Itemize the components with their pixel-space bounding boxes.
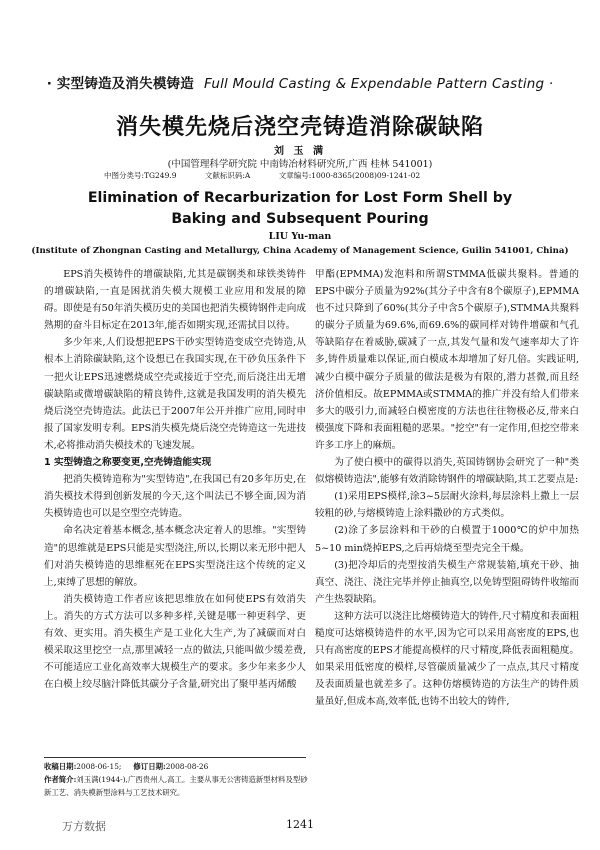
footnote-bio [44, 773, 309, 799]
author-en: LIU Yu-man [268, 231, 332, 242]
paragraph: (3)把冷却后的壳型按消失模生产常规装箱,填充干砂、抽真空、浇注、浇注完毕并停止抽真空,以免铸型阻碍铸件收缩而产生热裂缺陷。 [315, 559, 579, 605]
received-label: 收稿日期: [44, 762, 77, 771]
paragraph: EPS消失模铸件的增碳缺陷,尤其是碳钢类和球铁类铸件的增碳缺陷,一直是困扰消失模大规模工业应用和发展的障碍。即使是有50年消失模历史的美国也把消失模铸钢件走向成熟期的奋斗目标定在2013年,能否如期实现,还需拭目以待。 [44, 269, 306, 332]
body-column-right [315, 266, 579, 710]
document-code: 文献标识码:A [204, 171, 251, 180]
paragraph: 把消失模铸造称为"实型铸造",在我国已有20多年历史,在消失模技术得到创新发展的今天,这个叫法已不够全面,因为消失模铸造也可以是空型空壳铸造。 [44, 474, 306, 520]
received-date: 2008-06-15; [76, 762, 122, 771]
page-number: 1241 [286, 818, 314, 831]
paragraph: (2)涂了多层涂料和干砂的白模置于1000℃的炉中加热5~10 min烧掉EPS,之后再焙烧至型壳完全干燥。 [315, 525, 579, 554]
paper-title-cn: 消失模先烧后浇空壳铸造消除碳缺陷 [115, 115, 484, 140]
paper-title-en-line1: Elimination of Recarburization for Lost Form Shell by [87, 190, 513, 206]
paragraph: 消失模铸造工作者应该把思维放在如何使EPS有效消失上。消失的方式方法可以多种多样,关键是哪一种更科学、更有效、更实用。消失模生产是工业化大生产,为了减碳而对白模采取这里挖空一点,那里减轻一点的做法,只能叫做少缓差费,不可能适应工业化高效率大规模生产的要求。多少年来多少人在白模上绞尽脑汁降低其碳分子含量,研究出了聚甲基丙烯酸 [44, 593, 306, 691]
paper-title-en-line2: Baking and Subsequent Pouring [171, 211, 429, 227]
paragraph: 多少年来,人们设想把EPS干砂实型铸造变成空壳铸造,从根本上消除碳缺陷,这个设想已在我国实现,在干砂负压条件下一把火让EPS迅速燃烧成空壳或接近于空壳,而后浇注出无增碳缺陷或微增碳缺陷的精良铸件,这就是我国发明的消失模先烧后浇空壳铸造法。此法已于2007年公开并推广应用,同时申报了国家发明专利。EPS消失模先烧后浇空壳铸造这一先进技术,必将推动消失模技术的飞速发展。 [44, 337, 306, 451]
paper-title-en [0, 188, 600, 230]
section-header-cn: · 实型铸造及消失模铸造 [46, 76, 194, 92]
paragraph: 甲酯(EPMMA)发泡料和所谓STMMA低碳共聚料。普通的EPS中碳分子质量为92%(其分子中含有8个碳原子),EPMMA也不过只降到了60%(其分子中含5个碳原子),STMMA共聚料的碳分子质量为69.6%,而69.6%的碳同样对铸件增碳和气孔等缺陷存在着威胁,碳减了一点,其发气量和发气速率却大了许多,铸件质量难以保证,而白模成本却增加了好几倍。实践证明,减少白模中碳分子质量的做法是极为有限的,潜力甚微,而且经济价值相反。故EPMMA或STMMA的推广并没有给人们带来多大的吸引力,而减轻白模密度的方法也往往物极必反,带来白模强度下降和表面粗糙的恶果。"挖空"有一定作用,但挖空带来许多工序上的麻烦。 [315, 269, 579, 451]
paragraph: (1)采用EPS模样,涂3~5层耐火涂料,每层涂料上撒上一层较粗的砂,与熔模铸造上涂料撒砂的方式类似。 [315, 491, 579, 520]
affiliation-en: (Institute of Zhongnan Casting and Metallurgy, China Academy of Management Science, Guilin 541001, China) [31, 246, 569, 256]
revised-label: 修订日期: [133, 762, 166, 771]
metadata-line [104, 170, 524, 181]
paragraph: 这种方法可以浇注比熔模铸造大的铸件,尺寸精度和表面粗糙度可达熔模铸造件的水平,因为它可以采用高密度的EPS,也只有高密度的EPS才能提高模样的尺寸精度,降低表面粗糙度。如果采用低密度的模样,尽管碳质量减少了一点点,其尺寸精度及表面质量也就差多了。这种仿熔模铸造的方法生产的铸件质量虽好,但成本高,效率低,也铸不出较大的铸件, [315, 610, 579, 708]
body-column-left [44, 266, 306, 693]
bio-text: 刘玉满(1944-),广西贵州人,高工。主要从事无公害铸造新型材料及型砂新工艺、消失模新型涂料与工艺技术研究。 [44, 775, 308, 797]
section-header-en: Full Mould Casting & Expendable Pattern Casting · [203, 76, 554, 92]
author-cn: 刘 玉 满 [274, 146, 326, 157]
watermark: 万方数据 [62, 820, 106, 833]
footnote-dates [44, 760, 309, 773]
footnote [44, 760, 309, 799]
paragraph: 为了使白模中的碳得以消失,英国铸钢协会研究了一种"类似熔模铸造法",能够有效消除铸钢件的增碳缺陷,其工艺要点是: [315, 457, 579, 486]
revised-date: 2008-08-26 [165, 762, 209, 771]
affiliation-cn: (中国管理科学研究院 中南铸冶材料研究所,广西 桂林 541001) [167, 159, 433, 170]
section-heading: 1 实型铸造之称要变更,空壳铸造能实现 [44, 457, 212, 469]
article-number: 文章编号:1000-8365(2008)09-1241-02 [278, 171, 421, 180]
paragraph: 命名决定着基本概念,基本概念决定着人的思维。"实型铸造"的思维就是EPS只能是实型浇注,所以,长期以来无形中把人们对消失模铸造的思维框死在EPS实型浇注这个传统的定义上,束缚了思想的解放。 [44, 525, 306, 588]
section-header [0, 72, 600, 92]
clc-number: 中图分类号:TG249.9 [104, 171, 177, 180]
footnote-divider [44, 757, 306, 758]
bio-label: 作者简介: [44, 775, 77, 784]
